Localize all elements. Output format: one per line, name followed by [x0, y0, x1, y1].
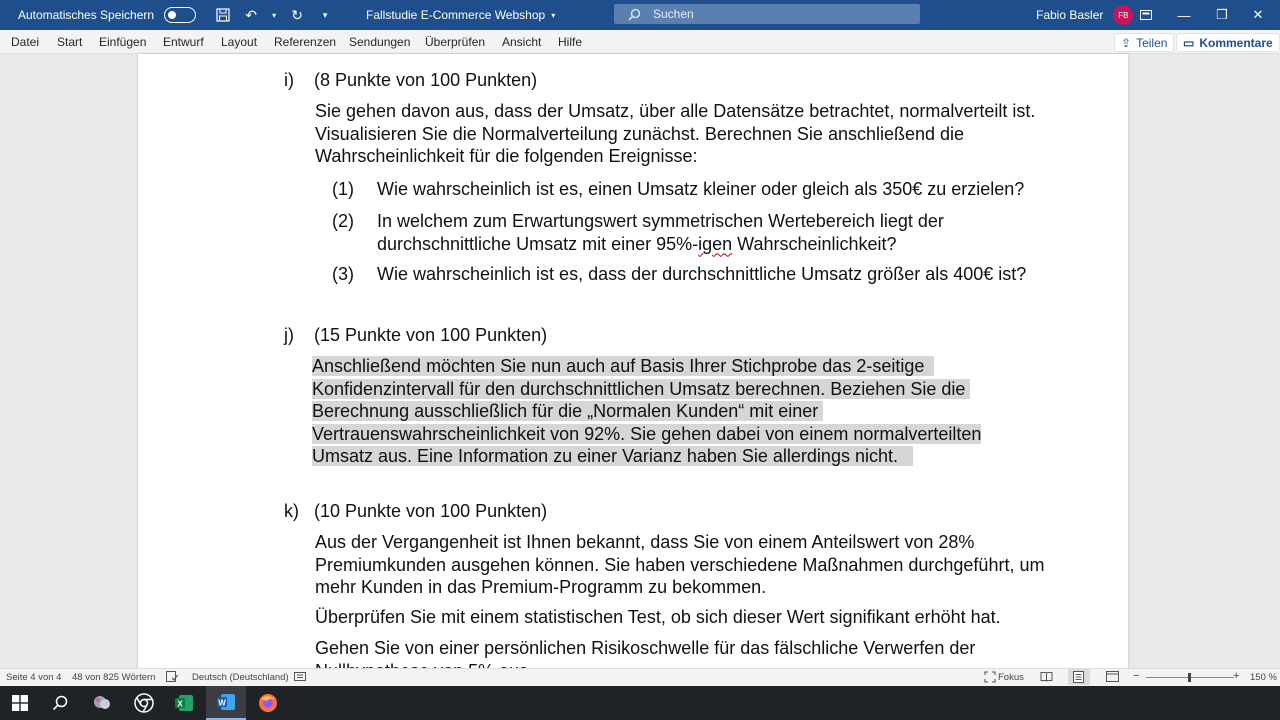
- section-k-marker: k): [284, 501, 299, 521]
- ribbon-tabs: [0, 30, 1280, 54]
- selection-trailing-space: [818, 401, 823, 421]
- excel-icon[interactable]: [164, 686, 204, 720]
- zoom-in-icon[interactable]: +: [1233, 670, 1240, 682]
- selected-text-line: Anschließend möchten Sie nun auch auf Basis Ihrer Stichprobe das 2-seitige: [312, 356, 925, 376]
- tab-ueberpruefen[interactable]: Überprüfen: [425, 35, 486, 49]
- text-line: Aus der Vergangenheit ist Ihnen bekannt, dass Sie von einem Anteilswert von 28%: [315, 532, 975, 552]
- chevron-down-icon[interactable]: ▾: [272, 10, 277, 20]
- list-item: Wie wahrscheinlich ist es, dass der durchschnittliche Umsatz größer als 400€ ist?: [377, 264, 1027, 284]
- text-fragment: durchschnittliche Umsatz mit einer 95%-: [377, 233, 699, 254]
- comments-label: Kommentare: [1199, 35, 1273, 50]
- search-icon[interactable]: [40, 686, 80, 720]
- customize-toolbar-icon[interactable]: ▾: [322, 9, 328, 20]
- avatar[interactable]: FB: [1113, 5, 1133, 25]
- search-icon: [628, 8, 641, 21]
- list-number: (1): [332, 179, 354, 199]
- selected-text-line: Umsatz aus. Eine Information zu einer Varianz haben Sie allerdings nicht.: [312, 446, 898, 466]
- selection-trailing-space: [965, 379, 970, 399]
- tab-referenzen[interactable]: Referenzen: [274, 35, 337, 49]
- list-item: [377, 210, 944, 255]
- focus-icon[interactable]: [984, 671, 996, 686]
- selection-trailing-space: [924, 356, 934, 376]
- section-j-marker: j): [284, 325, 294, 345]
- web-layout-icon[interactable]: [1106, 671, 1119, 685]
- zoom-out-icon[interactable]: −: [1133, 670, 1140, 682]
- svg-text:W: W: [218, 698, 226, 708]
- tab-hilfe[interactable]: Hilfe: [558, 35, 583, 49]
- chat-icon[interactable]: [82, 686, 122, 720]
- read-mode-icon[interactable]: [1040, 671, 1053, 685]
- comments-button[interactable]: [1176, 33, 1280, 52]
- focus-label[interactable]: Fokus: [998, 672, 1024, 683]
- svg-text:X: X: [177, 699, 183, 709]
- text-fragment: Wahrscheinlichkeit?: [732, 233, 897, 254]
- share-label: Teilen: [1136, 35, 1168, 50]
- status-bar: [0, 668, 1280, 686]
- tab-entwurf[interactable]: Entwurf: [163, 35, 204, 49]
- text-line: Visualisieren Sie die Normalverteilung zunächst. Berechnen Sie anschließend die: [315, 123, 965, 144]
- print-layout-icon[interactable]: [1068, 669, 1090, 685]
- tab-einfuegen[interactable]: Einfügen: [99, 35, 147, 49]
- chevron-down-icon: ▾: [551, 10, 556, 20]
- account[interactable]: [1036, 0, 1133, 30]
- tab-layout[interactable]: Layout: [221, 35, 258, 49]
- user-name: Fabio Basler: [1036, 8, 1104, 22]
- search-input[interactable]: [614, 4, 920, 24]
- language[interactable]: Deutsch (Deutschland): [192, 672, 289, 683]
- close-icon[interactable]: ✕: [1252, 7, 1264, 22]
- selection-trailing-space: [898, 446, 913, 466]
- save-icon[interactable]: [214, 6, 232, 24]
- tab-start[interactable]: Start: [57, 35, 83, 49]
- document-title-text: Fallstudie E-Commerce Webshop: [366, 8, 546, 22]
- text-line: mehr Kunden in das Premium-Programm zu bekommen.: [315, 577, 767, 597]
- comment-icon: ▭: [1183, 35, 1195, 50]
- page-count[interactable]: Seite 4 von 4: [6, 672, 62, 683]
- section-k-points: (10 Punkte von 100 Punkten): [314, 501, 548, 521]
- tab-datei[interactable]: Datei: [11, 35, 40, 49]
- document-area[interactable]: [0, 54, 1280, 668]
- section-j-paragraph-selected[interactable]: [312, 355, 981, 468]
- autosave-label: Automatisches Speichern: [18, 8, 155, 22]
- selected-text-line: Vertrauenswahrscheinlichkeit von 92%. Sie gehen dabei von einem normalverteilten: [312, 423, 982, 444]
- document-title[interactable]: [366, 0, 555, 30]
- section-k-paragraph-2: Überprüfen Sie mit einem statistischen Test, ob sich dieser Wert signifikant erhöht hat.: [315, 607, 1001, 627]
- section-j-points: (15 Punkte von 100 Punkten): [314, 325, 548, 345]
- minimize-icon[interactable]: —: [1177, 7, 1191, 23]
- word-count[interactable]: 48 von 825 Wörtern: [72, 672, 156, 683]
- restore-icon[interactable]: ❐: [1216, 7, 1228, 22]
- list-number: (2): [332, 211, 354, 231]
- text-line: In welchem zum Erwartungswert symmetrischen Wertebereich liegt der: [377, 211, 944, 231]
- share-button[interactable]: [1114, 33, 1174, 52]
- spelling-error-word[interactable]: igen: [698, 233, 733, 254]
- search-placeholder: Suchen: [653, 7, 694, 21]
- word-icon[interactable]: [206, 686, 246, 720]
- redo-icon[interactable]: ↻: [291, 6, 303, 23]
- section-i-marker: i): [284, 70, 294, 90]
- document-page[interactable]: [138, 54, 1128, 674]
- tab-ansicht[interactable]: Ansicht: [502, 35, 542, 49]
- list-item: Wie wahrscheinlich ist es, einen Umsatz kleiner oder gleich als 350€ zu erzielen?: [377, 179, 1025, 199]
- undo-icon[interactable]: ↶: [245, 6, 257, 23]
- windows-start-icon[interactable]: [0, 686, 40, 720]
- title-bar: [0, 0, 1280, 30]
- tab-sendungen[interactable]: Sendungen: [349, 35, 411, 49]
- section-i-paragraph: [315, 100, 1035, 168]
- list-number: (3): [332, 264, 354, 284]
- selected-text-line: Konfidenzintervall für den durchschnittlichen Umsatz berechnen. Beziehen Sie die: [312, 378, 966, 399]
- chrome-icon[interactable]: [124, 686, 164, 720]
- text-line: [377, 233, 944, 256]
- text-line: Sie gehen davon aus, dass der Umsatz, über alle Datensätze betrachtet, normalverteilt ist.: [315, 101, 1036, 121]
- proofing-icon[interactable]: [166, 671, 178, 685]
- selected-text-line: Berechnung ausschließlich für die „Normalen Kunden“ mit einer: [312, 401, 819, 421]
- zoom-level[interactable]: 150 %: [1250, 672, 1277, 683]
- section-i-points: (8 Punkte von 100 Punkten): [314, 70, 538, 90]
- share-icon: ⇪: [1121, 35, 1132, 50]
- taskbar: [0, 686, 1280, 720]
- ribbon-display-icon[interactable]: [1128, 0, 1164, 30]
- text-line: Gehen Sie von einer persönlichen Risikoschwelle für das fälschliche Verwerfen der: [315, 638, 976, 658]
- autosave-toggle[interactable]: [164, 7, 196, 23]
- zoom-slider-thumb[interactable]: [1188, 673, 1191, 682]
- accessibility-icon[interactable]: [294, 671, 306, 685]
- text-line: Wahrscheinlichkeit für die folgenden Ereignisse:: [315, 146, 698, 166]
- firefox-icon[interactable]: [248, 686, 288, 720]
- text-line: Premiumkunden ausgehen können. Sie haben verschiedene Maßnahmen durchgeführt, um: [315, 554, 1045, 575]
- section-k-paragraph: [315, 531, 1059, 599]
